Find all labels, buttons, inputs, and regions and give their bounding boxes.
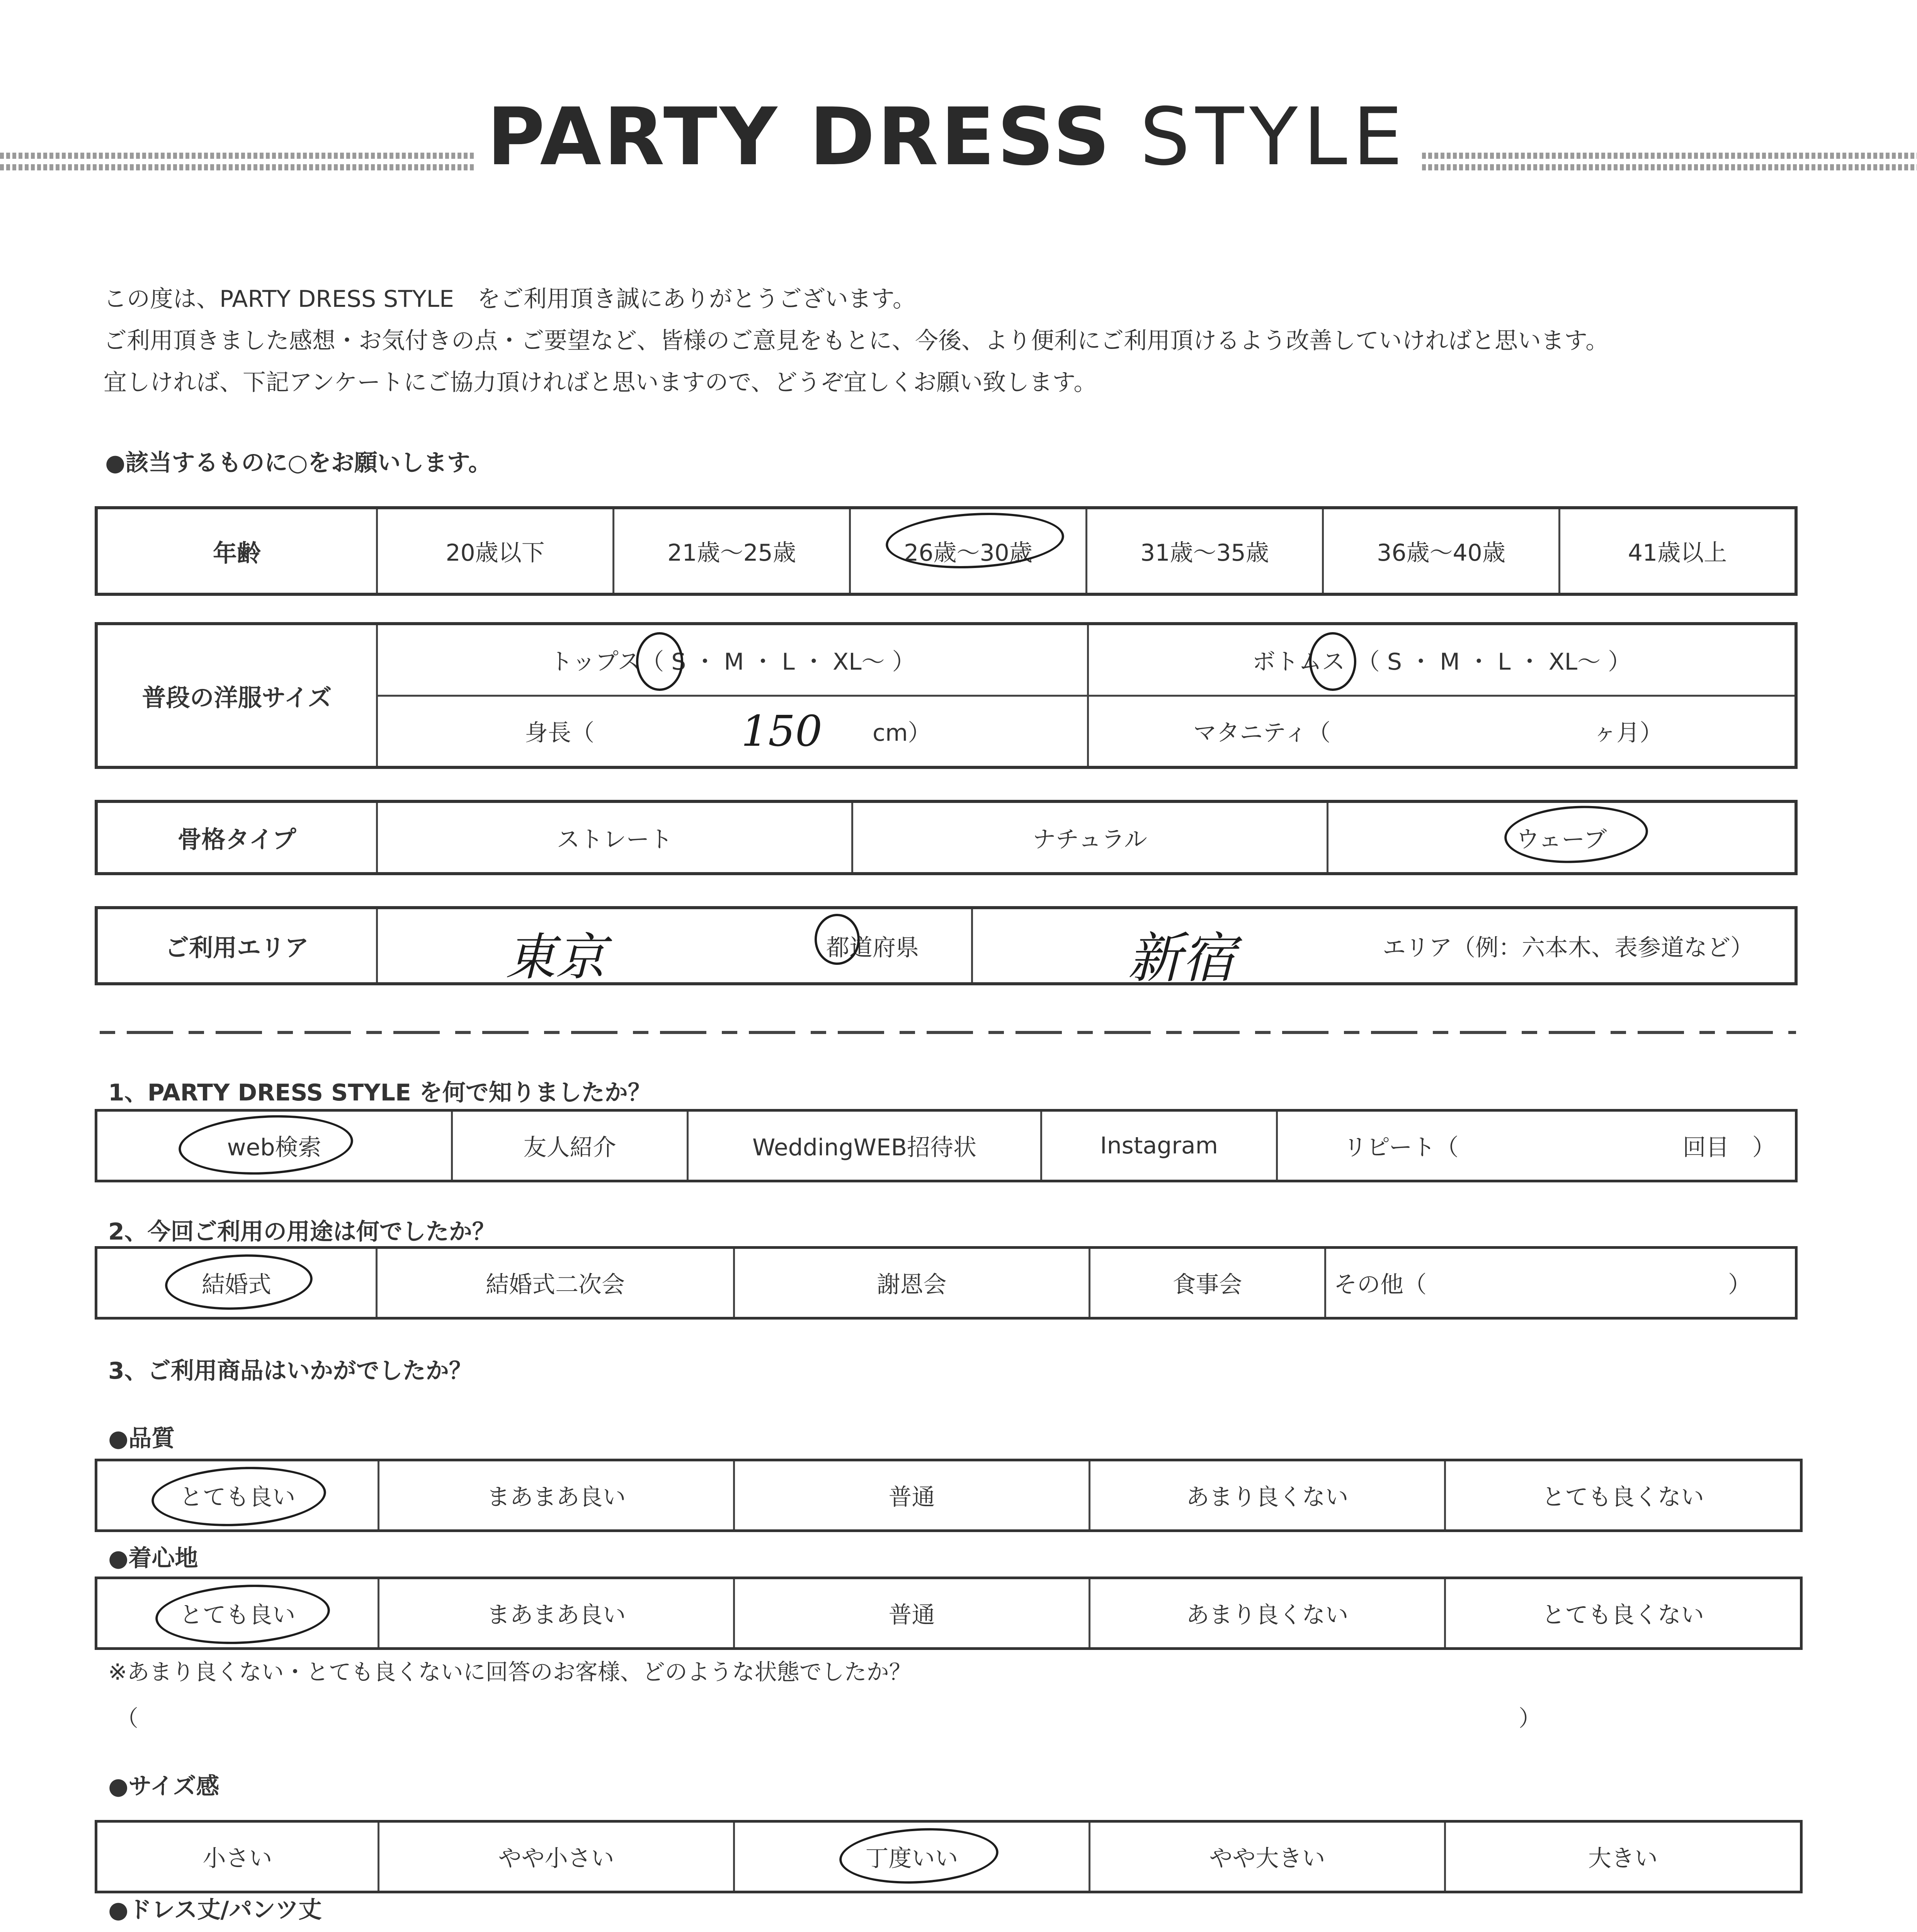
intro-line: ご利用頂きました感想・お気付きの点・ご要望など、皆様のご意見をもとに、今後、より便利にご利用頂けるよう改善していければと思います。	[104, 327, 1609, 354]
q1-option[interactable]: 友人紹介	[451, 1112, 687, 1180]
q2-option[interactable]: 食事会	[1089, 1249, 1324, 1317]
comfort-options	[95, 1577, 1803, 1650]
section-divider	[100, 1031, 1796, 1034]
size-label: 普段の洋服サイズ	[142, 683, 332, 712]
age-option[interactable]: 31歳〜35歳	[1085, 509, 1322, 593]
intro-line: 宜しければ、下記アンケートにご協力頂ければと思いますので、どうぞ宜しくお願い致します。	[104, 369, 1097, 396]
fit-options	[95, 1820, 1803, 1893]
age-option[interactable]: 41歳以上	[1558, 509, 1795, 593]
quality-option[interactable]: とても良くない	[1444, 1461, 1800, 1529]
tops-size-label: トップス（ S ・ M ・ L ・ XL〜 ）	[549, 648, 915, 675]
q1-option[interactable]: WeddingWEB招待状	[687, 1112, 1040, 1180]
prefecture-value: 東京	[505, 928, 606, 986]
age-option-label: 26歳〜30歳	[904, 539, 1032, 566]
fit-label: ●サイズ感	[108, 1773, 219, 1800]
bottoms-size-field[interactable]	[1087, 625, 1795, 695]
question-2-title: 2、今回ご利用の用途は何でしたか？	[108, 1218, 495, 1245]
comfort-option-label: とても良い	[179, 1602, 296, 1629]
comfort-label: ●着心地	[108, 1545, 198, 1572]
q1-option[interactable]: Instagram	[1040, 1112, 1276, 1180]
frame-option-selected[interactable]	[1327, 803, 1795, 872]
area-table	[95, 906, 1798, 990]
q1-repeat-field[interactable]	[1276, 1112, 1795, 1180]
intro-text	[104, 278, 1609, 403]
maternity-field[interactable]	[1087, 697, 1795, 766]
maternity-prefix: マタニティ（	[1193, 719, 1331, 747]
q2-option-selected[interactable]	[97, 1249, 376, 1317]
fit-option[interactable]: やや大きい	[1089, 1823, 1444, 1891]
q1-option-label: web検索	[227, 1134, 321, 1161]
repeat-prefix: リピート（	[1344, 1134, 1459, 1161]
height-value: 150	[741, 706, 822, 756]
comfort-option[interactable]: まあまあ良い	[378, 1579, 733, 1647]
comfort-option-selected[interactable]	[97, 1579, 378, 1647]
bottoms-size-label: ボトムス （ S ・ M ・ L ・ XL〜 ）	[1252, 648, 1631, 675]
repeat-suffix: 回目 ）	[1682, 1134, 1776, 1161]
age-option[interactable]: 36歳〜40歳	[1322, 509, 1558, 593]
height-prefix: 身長（	[525, 719, 594, 747]
quality-option-selected[interactable]	[97, 1461, 378, 1529]
size-table	[95, 622, 1798, 769]
fit-option-selected[interactable]	[733, 1823, 1089, 1891]
age-option[interactable]: 21歳〜25歳	[612, 509, 849, 593]
q2-option[interactable]: 結婚式二次会	[376, 1249, 733, 1317]
age-table	[95, 506, 1798, 596]
comfort-followup-open[interactable]: （	[116, 1705, 139, 1731]
area-value: 新宿	[1128, 927, 1236, 990]
q2-option[interactable]: 謝恩会	[733, 1249, 1089, 1317]
frame-option[interactable]: ナチュラル	[851, 803, 1327, 872]
fit-option[interactable]: 大きい	[1444, 1823, 1800, 1891]
logo-bold-text: PARTY DRESS	[487, 91, 1112, 183]
tops-size-field[interactable]	[376, 625, 1087, 695]
comfort-option[interactable]: 普通	[733, 1579, 1089, 1647]
q2-option-label: 結婚式	[202, 1271, 271, 1298]
frame-type-table	[95, 800, 1798, 875]
age-label: 年齢	[213, 539, 261, 567]
quality-option[interactable]: まあまあ良い	[378, 1461, 733, 1529]
frame-type-label: 骨格タイプ	[177, 825, 296, 854]
height-unit: cm）	[872, 719, 931, 747]
quality-option[interactable]: あまり良くない	[1089, 1461, 1444, 1529]
question-1-title: 1、PARTY DRESS STYLE を何で知りましたか？	[108, 1079, 651, 1106]
length-label: ●ドレス丈/パンツ丈	[108, 1896, 322, 1923]
fit-option-label: 丁度いい	[865, 1845, 958, 1872]
quality-option-label: とても良い	[179, 1484, 296, 1511]
area-label: ご利用エリア	[165, 934, 309, 962]
maternity-suffix: ヶ月）	[1593, 719, 1663, 747]
intro-line: この度は、PARTY DRESS STYLE をご利用頂き誠にありがとうございます。	[104, 286, 916, 313]
comfort-option[interactable]: あまり良くない	[1089, 1579, 1444, 1647]
question-2-options	[95, 1246, 1798, 1320]
comfort-followup-note: ※あまり良くない・とても良くないに回答のお客様、どのような状態でしたか？	[108, 1659, 912, 1685]
prefecture-field[interactable]	[376, 909, 971, 986]
frame-option-label: ウェーブ	[1516, 826, 1607, 853]
area-example-label: エリア（例：六本木、表参道など）	[1383, 934, 1754, 961]
fit-option[interactable]: やや小さい	[378, 1823, 733, 1891]
quality-option[interactable]: 普通	[733, 1461, 1089, 1529]
quality-label: ●品質	[108, 1425, 175, 1452]
other-prefix: その他（	[1334, 1271, 1427, 1298]
quality-options	[95, 1459, 1803, 1532]
prefecture-label: 都道府県	[826, 934, 919, 961]
q2-other-field[interactable]	[1324, 1249, 1795, 1317]
comfort-followup-close: ）	[1519, 1705, 1541, 1731]
age-option-selected[interactable]	[849, 509, 1085, 593]
age-option[interactable]: 20歳以下	[376, 509, 612, 593]
height-field[interactable]	[376, 697, 1087, 766]
comfort-option[interactable]: とても良くない	[1444, 1579, 1800, 1647]
q1-option-selected[interactable]	[97, 1112, 451, 1180]
fit-option[interactable]: 小さい	[202, 1845, 272, 1872]
question-1-options	[95, 1109, 1798, 1182]
frame-option[interactable]: ストレート	[376, 803, 851, 872]
other-suffix: ）	[1728, 1271, 1751, 1298]
area-field[interactable]	[971, 909, 1795, 990]
logo-light-text: STYLE	[1140, 91, 1408, 183]
question-3-title: 3、ご利用商品はいかがでしたか？	[108, 1357, 472, 1384]
brand-logo	[475, 87, 1420, 187]
instruction-label: ●該当するものに○をお願いします。	[105, 449, 492, 476]
